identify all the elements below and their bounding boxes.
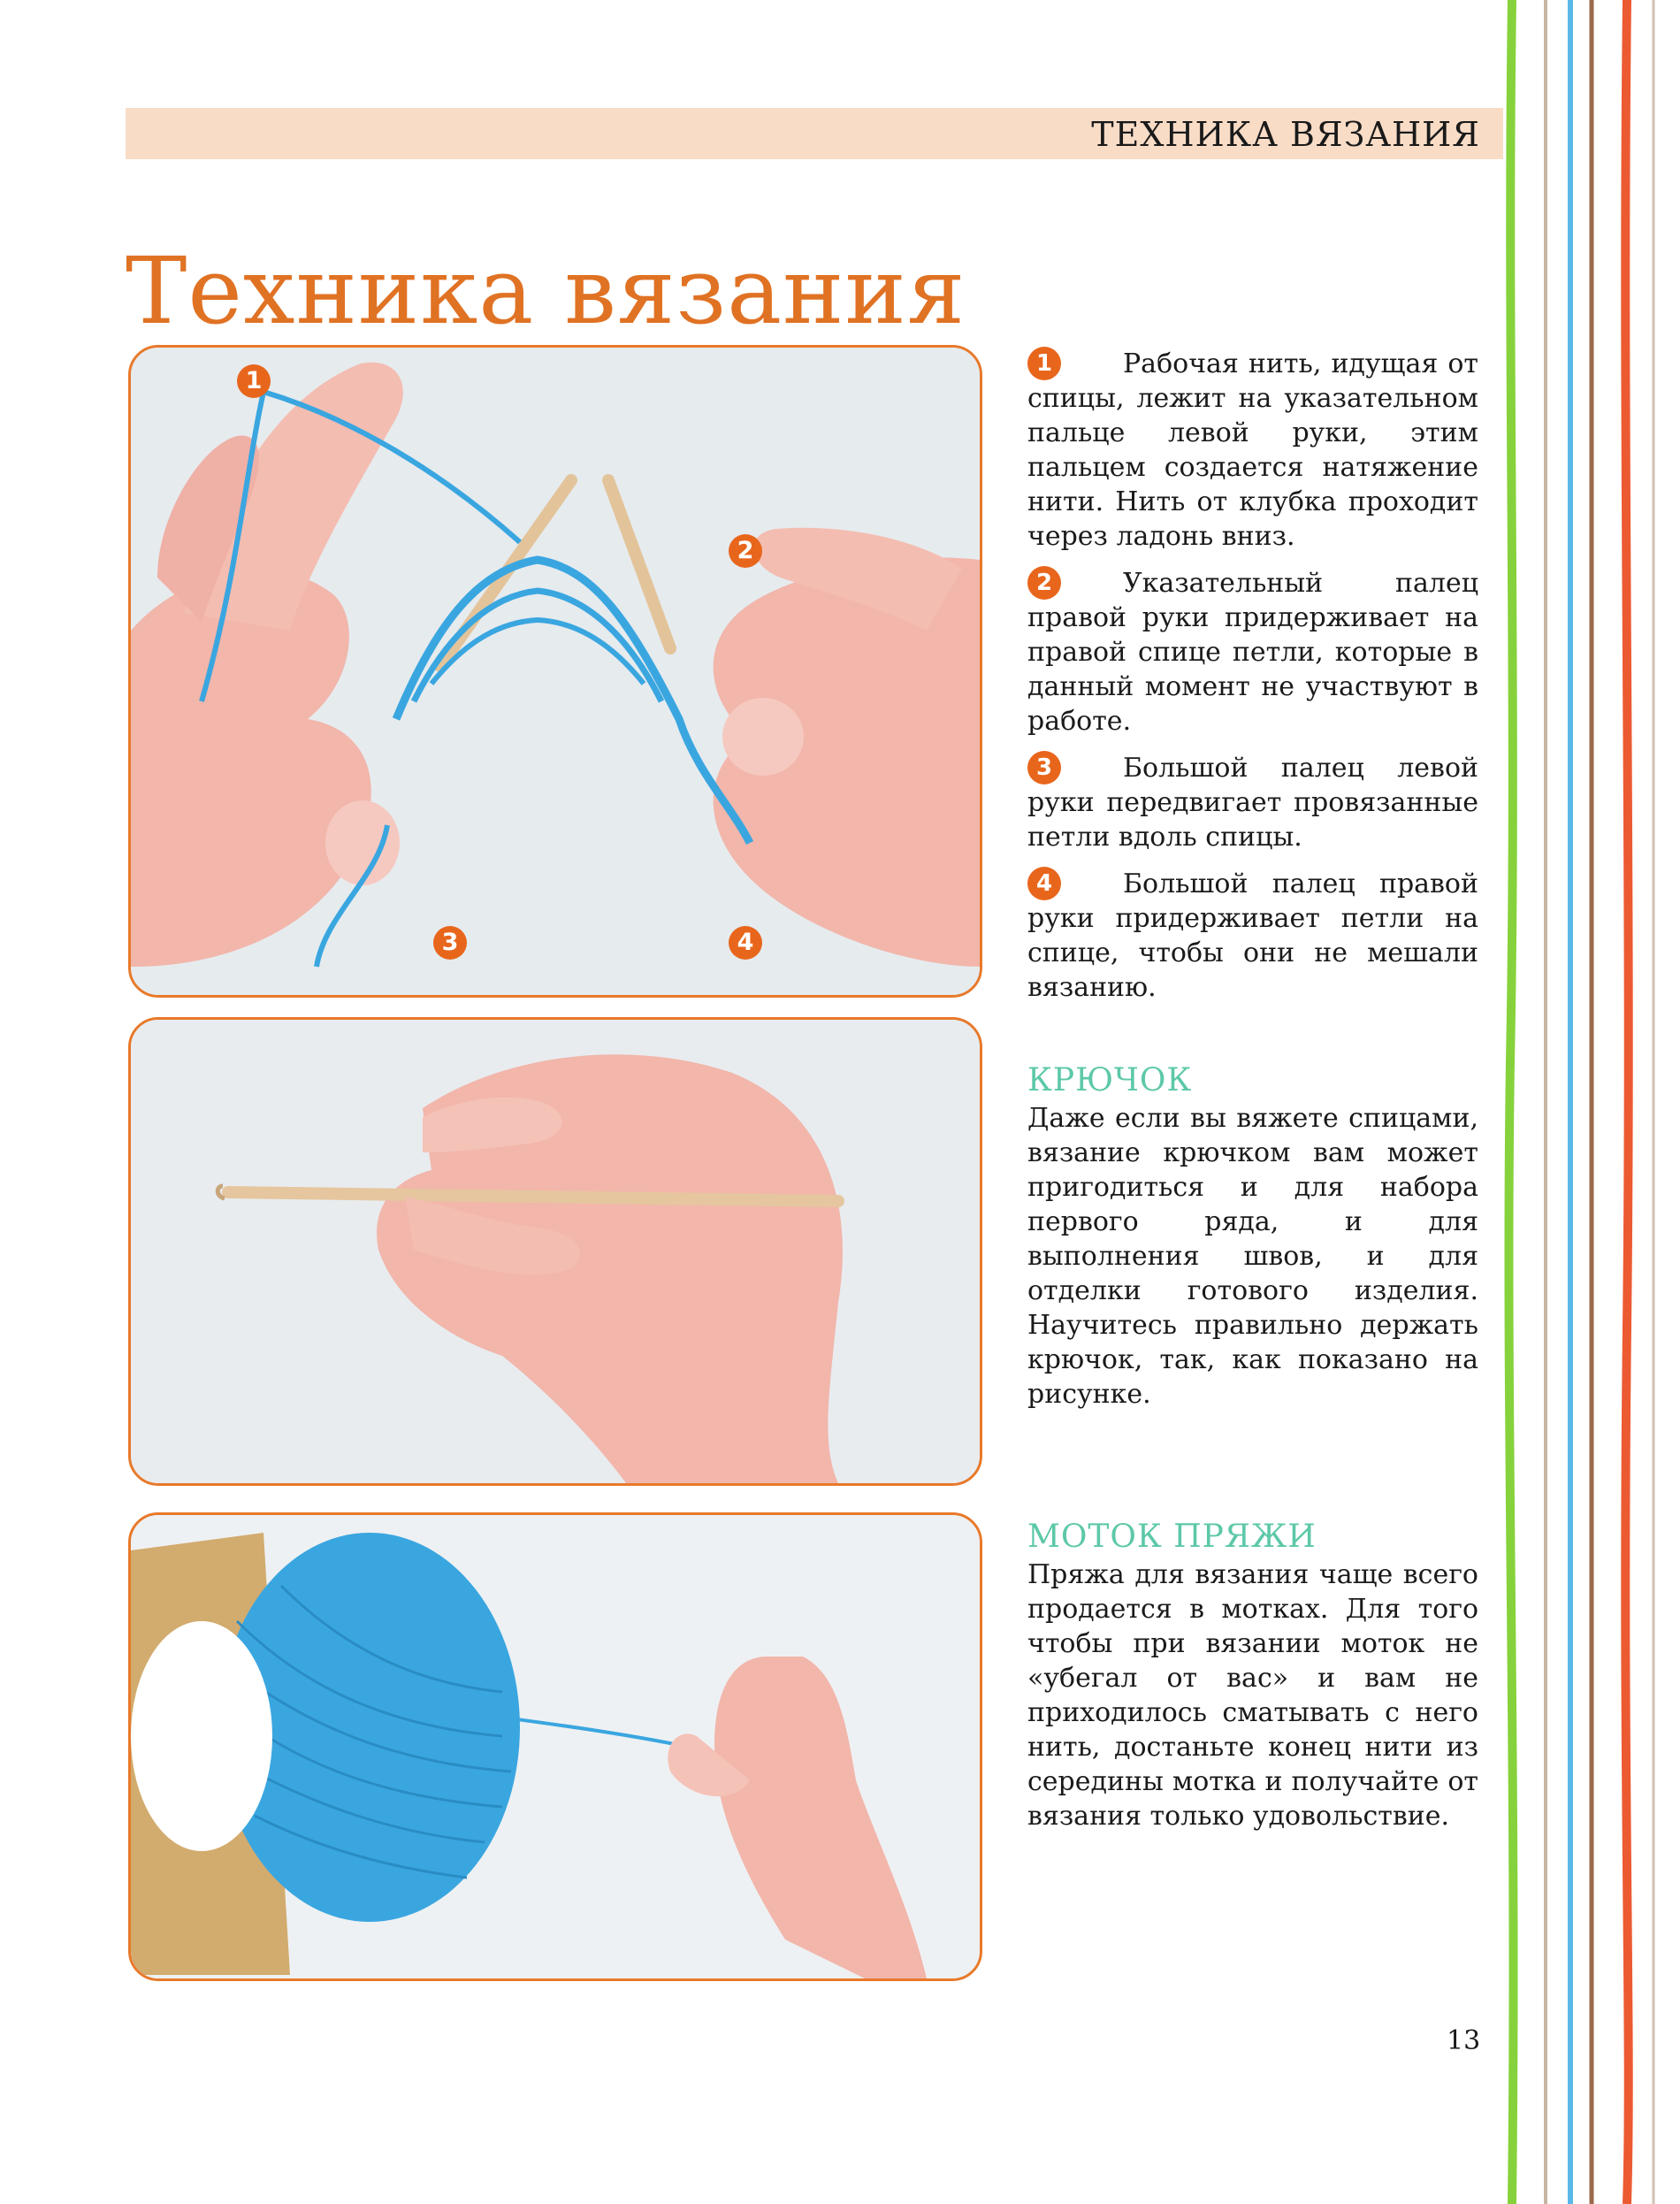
marker-4-badge: 4 <box>729 926 762 960</box>
step-2-text: Указательный палец правой руки придерживает на правой спице петли, которые в данный момент не участвуют в работе. <box>1027 568 1478 737</box>
marker-1-badge: 1 <box>237 364 271 398</box>
step-1-text: Рабочая нить, идущая от спицы, лежит на указательном пальце левой руки, этим пальцем создается натяжение нити. Нить от клубка проходит через ладонь вниз. <box>1027 348 1478 552</box>
step-3-text: Большой палец левой руки передвигает провязанные петли вдоль спицы. <box>1027 753 1478 853</box>
step-4-badge: 4 <box>1027 867 1061 900</box>
hook-body: Даже если вы вяжете спицами, вязание крючком вам может пригодиться и для набора первого ряда, и для выполнения швов, и для отделки готового изделия. Научитесь правильно держать крючок, так, как показано на рисунке. <box>1027 1103 1478 1410</box>
step-1 <box>1027 347 1478 554</box>
knitting-needles-photo <box>128 345 982 998</box>
step-4-text: Большой палец правой руки придерживает петли на спице, чтобы они не мешали вязанию. <box>1027 869 1478 1003</box>
yarn-body: Пряжа для вязания чаще всего продается в мотках. Для того чтобы при вязании моток не «убегал от вас» и вам не приходилось сматывать с него нить, достаньте конец нити из середины мотка и получайте от вязания только удовольствие. <box>1027 1559 1478 1832</box>
step-4 <box>1027 867 1478 1005</box>
step-3-badge: 3 <box>1027 751 1061 784</box>
marker-2-badge: 2 <box>729 534 762 568</box>
crochet-hook-photo <box>128 1017 982 1486</box>
running-header-label: ТЕХНИКА ВЯЗАНИЯ <box>1091 115 1480 154</box>
step-1-badge: 1 <box>1027 347 1061 380</box>
step-3 <box>1027 751 1478 854</box>
step-2-badge: 2 <box>1027 566 1061 600</box>
steps-column <box>1027 347 1478 1017</box>
yarn-section <box>1027 1519 1478 1833</box>
yarn-skein-photo <box>128 1512 982 1981</box>
step-2 <box>1027 566 1478 738</box>
page-number: 13 <box>1447 2025 1481 2056</box>
running-header <box>126 108 1503 159</box>
yarn-heading: МОТОК ПРЯЖИ <box>1027 1519 1317 1555</box>
hook-section <box>1027 1063 1478 1412</box>
page-title: Техника вязания <box>126 237 966 345</box>
hook-heading: КРЮЧОК <box>1027 1062 1193 1098</box>
marker-3-badge: 3 <box>433 926 467 960</box>
decorative-threads <box>1494 0 1680 2204</box>
